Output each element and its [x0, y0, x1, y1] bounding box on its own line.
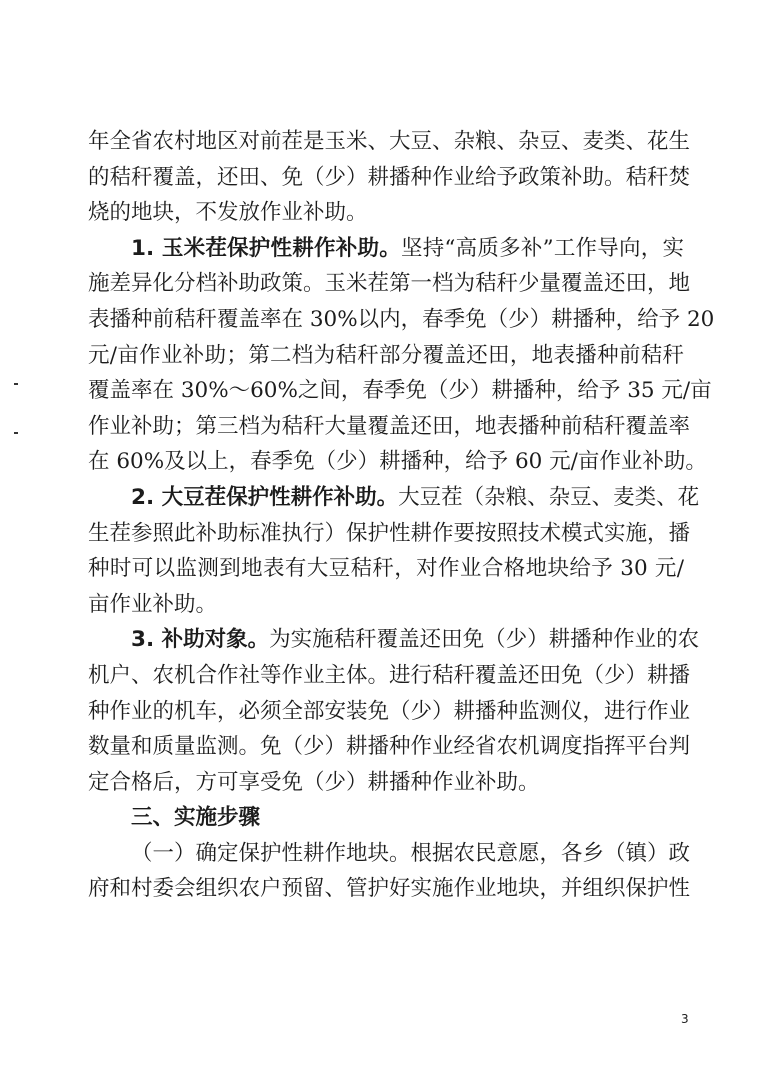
text-line: 元/亩作业补助；第二档为秸秆部分覆盖还田，地表播种前秸秆: [88, 342, 684, 368]
text-line: 生茬参照此补助标准执行）保护性耕作要按照技术模式实施，播: [88, 520, 691, 546]
scan-mark: [14, 383, 18, 385]
text-line: 覆盖率在 30%～60%之间，春季免（少）耕播种，给予 35 元/亩: [88, 378, 712, 404]
paragraph-heading: 1. 玉米茬保护性耕作补助。: [131, 235, 401, 261]
paragraph-lead: 大豆茬（杂粮、杂豆、麦类、花: [398, 484, 700, 510]
text-line: 作业补助；第三档为秸秆大量覆盖还田，地表播种前秸秆覆盖率: [88, 413, 691, 439]
text-line: 的秸秆覆盖，还田、免（少）耕播种作业给予政策补助。秸秆焚: [88, 164, 691, 190]
text-line: 施差异化分档补助政策。玉米茬第一档为秸秆少量覆盖还田，地: [88, 271, 691, 297]
text-line: 年全省农村地区对前茬是玉米、大豆、杂粮、杂豆、麦类、花生: [88, 129, 691, 154]
scan-mark: [14, 432, 18, 434]
subsection-first-line: （一）确定保护性耕作地块。根据农民意愿，各乡（镇）政: [131, 840, 691, 866]
text-line: 定合格后，方可享受免（少）耕播种作业补助。: [88, 769, 540, 795]
paragraph-first-line: [88, 622, 700, 658]
paragraph-first-line: [88, 480, 700, 516]
body-text: [88, 124, 715, 907]
section-heading: 三、实施步骤: [131, 805, 261, 831]
paragraph-heading: 3. 补助对象。: [131, 627, 270, 653]
paragraph-heading: 2. 大豆茬保护性耕作补助。: [131, 484, 399, 510]
text-line: 表播种前秸秆覆盖率在 30%以内，春季免（少）耕播种，给予 20: [88, 306, 715, 332]
text-line: 烧的地块，不发放作业补助。: [88, 200, 368, 226]
text-line: 种作业的机车，必须全部安装免（少）耕播种监测仪，进行作业: [88, 698, 691, 724]
text-line: 在 60%及以上，春季免（少）耕播种，给予 60 元/亩作业补助。: [88, 449, 707, 475]
page-number: 3: [681, 1012, 689, 1026]
paragraph-first-line: [88, 231, 684, 267]
paragraph-lead: 坚持“高质多补”工作导向，实: [400, 235, 685, 261]
paragraph-lead: 为实施秸秆覆盖还田免（少）耕播种作业的农: [269, 627, 700, 653]
text-line: 亩作业补助。: [88, 591, 218, 617]
text-line: 种时可以监测到地表有大豆秸秆，对作业合格地块给予 30 元/: [88, 556, 684, 582]
text-line: 数量和质量监测。免（少）耕播种作业经省农机调度指挥平台判: [88, 734, 691, 760]
text-line: 机户、农机合作社等作业主体。进行秸秆覆盖还田免（少）耕播: [88, 662, 691, 688]
text-line: 府和村委会组织农户预留、管护好实施作业地块，并组织保护性: [88, 876, 691, 902]
